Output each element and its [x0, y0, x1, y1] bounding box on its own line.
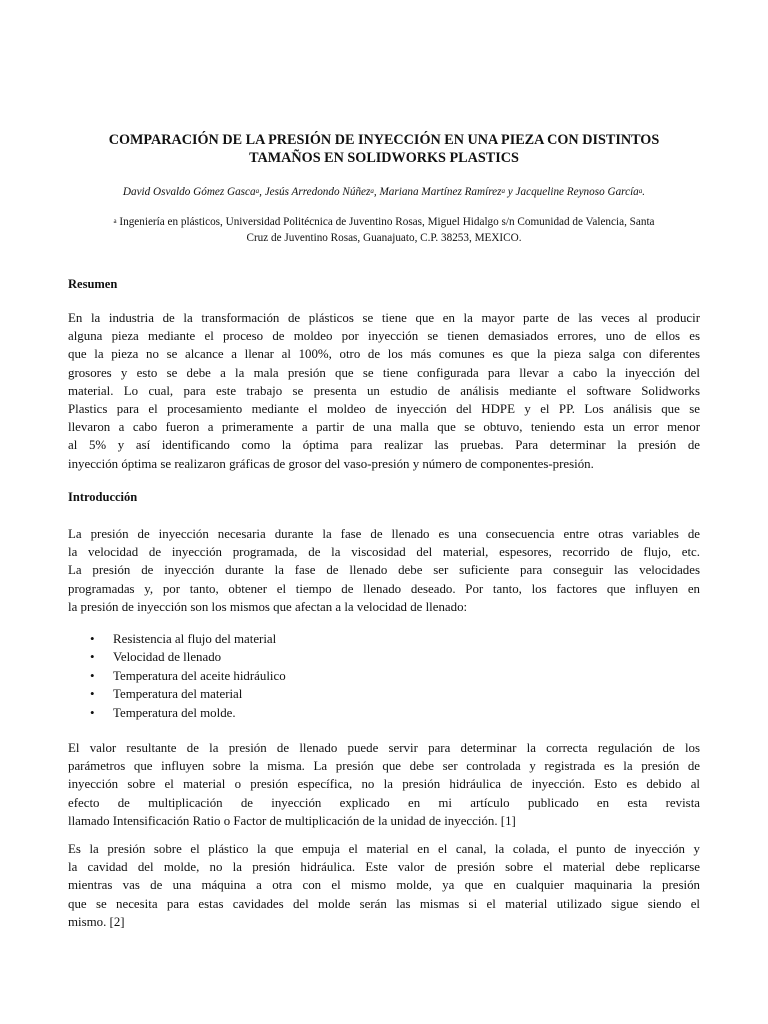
list-item	[68, 667, 700, 685]
text-line: llevaron a cabo fueron a primeramente a partir de una malla que se obtuvo, teniendo esta un error menor	[68, 420, 700, 435]
text-line: inyección sobre el material o presión específica, no la presión hidráulica de inyección. Esto es debido al	[68, 777, 700, 792]
text-line: En la industria de la transformación de plásticos se tiene que en la mayor parte de las veces al producir	[68, 311, 700, 325]
affiliation-line-2: Cruz de Juventino Rosas, Guanajuato, C.P. 38253, MEXICO.	[246, 232, 522, 244]
text-line: mientras vas de una máquina a otra con el mismo molde, ya que en cualquier maquinaria la presión	[68, 878, 700, 893]
bullet-icon: •	[90, 687, 95, 702]
section-heading-resumen: Resumen	[68, 277, 118, 291]
bullet-icon: •	[90, 650, 95, 665]
author-name: Jesús Arredondo Núñez	[264, 186, 371, 198]
text-line: La presión de inyección necesaria durante la fase de llenado es una consecuencia entre otras variables de	[68, 527, 700, 541]
text-line: que la pieza no se alcance a llenar al 100%, otro de los más comunes es que la pieza salga con diferentes	[68, 347, 700, 362]
bullet-icon: •	[90, 632, 95, 646]
text-line: La presión de inyección durante la fase de llenado debe ser suficiente para conseguir las velocidades	[68, 563, 700, 578]
factor-list	[68, 630, 700, 722]
text-line: parámetros que influyen sobre la misma. La presión que debe ser controlada y registrada es la presión de	[68, 759, 700, 774]
author	[265, 186, 380, 198]
intro-paragraph	[68, 525, 700, 616]
affiliation-mark: a	[113, 217, 117, 225]
author-affiliation-mark: a	[255, 187, 260, 195]
text-line: inyección óptima se realizaron gráficas de grosor del vaso-presión y número de componentes-presión.	[68, 456, 594, 471]
author-separator: ,	[373, 186, 380, 198]
text-line: la cavidad del molde, no la presión hidráulica. Este valor de presión sobre el material debe replicarse	[68, 860, 700, 875]
paper-title	[68, 131, 700, 167]
list-item-text: Velocidad de llenado	[113, 650, 222, 665]
text-line: programadas y, por tanto, obtener el tiempo de llenado deseado. Por tanto, los factores que influyen en	[68, 581, 700, 596]
affiliation-line-1: Ingeniería en plásticos, Universidad Politécnica de Juventino Rosas, Miguel Hidalgo s/n Comunidad de Valencia, Santa	[119, 216, 655, 228]
author-affiliation-mark: a	[501, 187, 505, 195]
list-item	[68, 630, 700, 648]
text-line: llamado Intensificación Ratio o Factor de multiplicación de la unidad de inyección. [1]	[68, 813, 516, 828]
bullet-icon: •	[90, 705, 95, 720]
author-affiliation-mark: a	[638, 187, 643, 195]
list-item-text: Temperatura del material	[113, 687, 243, 702]
list-item-text: Temperatura del molde.	[113, 705, 236, 720]
paper-title-line-2: TAMAÑOS EN SOLIDWORKS PLASTICS	[249, 150, 519, 166]
author	[516, 186, 646, 198]
section-heading-introduccion: Introducción	[68, 490, 138, 504]
author	[123, 186, 265, 198]
list-item-text: Resistencia al flujo del material	[113, 632, 277, 646]
text-line: mismo. [2]	[68, 914, 125, 929]
list-item	[68, 648, 700, 666]
text-line: alguna pieza mediante el proceso de moldeo por inyección se tienen demasiados errores, uno de ellos es	[68, 329, 700, 344]
text-line: efecto de multiplicación de inyección explicado en mi artículo publicado en esta revista	[68, 795, 700, 810]
bullet-icon: •	[90, 668, 95, 683]
text-line: la presión de inyección son los mismos que afectan a la velocidad de llenado:	[68, 599, 468, 614]
text-line: Plastics para el procesamiento mediante el moldeo de inyección del HDPE y el PP. Los análisis que se	[68, 402, 700, 417]
text-line: Es la presión sobre el plástico la que empuja el material en el canal, la colada, el punto de inyección y	[68, 842, 700, 856]
list-item-text: Temperatura del aceite hidráulico	[113, 668, 286, 683]
list-item	[68, 685, 700, 703]
body-paragraph-2	[68, 739, 700, 830]
author-affiliation-mark: a	[370, 187, 374, 195]
text-line: grosores y esto se debe a la mala presión que se tiene configurada para llevar a cabo la inyección del	[68, 365, 700, 380]
text-line: El valor resultante de la presión de llenado puede servir para determinar la correcta regulación de los	[68, 741, 700, 755]
text-line: al 5% y así identificando como la óptima para realizar las pruebas. Para determinar la presión de	[68, 438, 700, 453]
text-line: que se necesita para estas cavidades del molde serán las mismas si el material utilizado sigue siendo el	[68, 896, 700, 911]
author-name: Jacqueline Reynoso García	[515, 186, 639, 198]
text-line: material. Lo cual, para este trabajo se presenta un estudio de análisis mediante el software Solidworks	[68, 383, 700, 398]
text-line: la velocidad de inyección programada, de la viscosidad del material, espesores, recorrido de flujo, etc.	[68, 545, 700, 560]
author	[379, 186, 515, 198]
author-separator: .	[642, 186, 646, 198]
author-separator: ,	[259, 186, 265, 198]
author-name: Mariana Martínez Ramírez	[379, 186, 502, 198]
abstract-paragraph	[68, 309, 700, 473]
affiliation	[68, 214, 700, 246]
list-item	[68, 704, 700, 722]
author-list	[68, 185, 700, 199]
paper-title-line-1: COMPARACIÓN DE LA PRESIÓN DE INYECCIÓN EN UNA PIEZA CON DISTINTOS	[108, 132, 660, 148]
body-paragraph-3	[68, 840, 700, 931]
author-name: David Osvaldo Gómez Gasca	[122, 186, 256, 198]
author-separator: y	[504, 186, 516, 198]
